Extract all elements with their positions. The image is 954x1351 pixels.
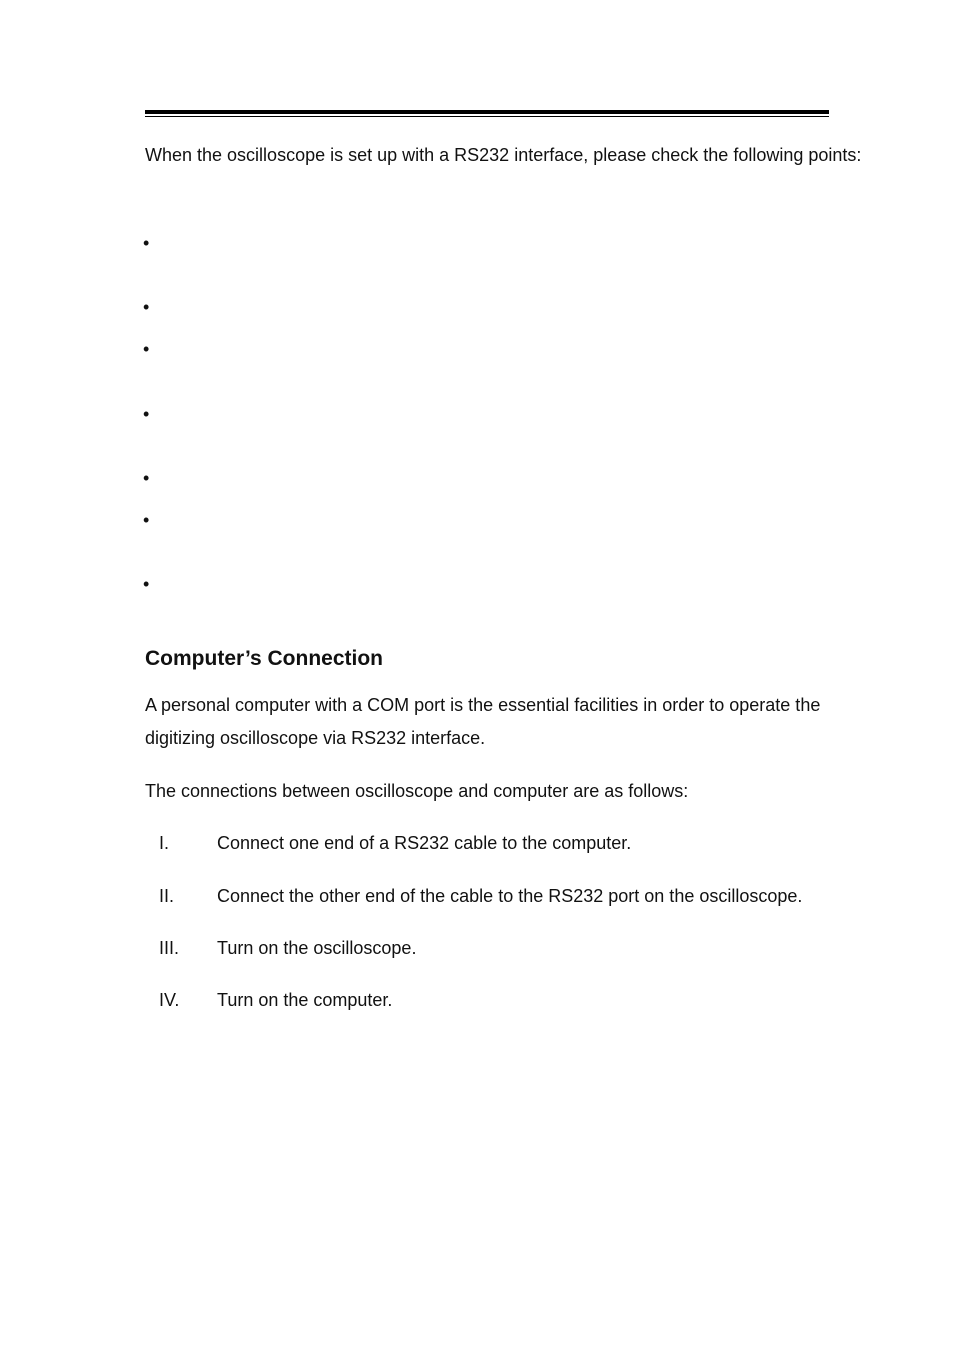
step-text: Turn on the oscilloscope. <box>217 938 417 958</box>
header-rule-thin <box>145 116 829 117</box>
step-number: I. <box>159 833 170 853</box>
step-number: II. <box>159 886 175 906</box>
bullet-marker: • <box>143 510 150 530</box>
step-text: Connect one end of a RS232 cable to the computer. <box>217 833 632 853</box>
bullet-marker: • <box>143 404 150 424</box>
bullet-marker: • <box>143 233 150 253</box>
bullet-marker: • <box>143 297 150 317</box>
section-heading: Computer’s Connection <box>145 647 384 670</box>
step-number: IV. <box>159 990 180 1010</box>
step-number: III. <box>159 938 180 958</box>
bullet-marker: • <box>143 468 150 488</box>
section-paragraph-1: A personal computer with a COM port is the essential facilities in order to operate the digitizing oscilloscope via RS232 interface. <box>145 695 821 748</box>
header-rule-thick <box>145 110 829 114</box>
bullet-marker: • <box>143 574 150 594</box>
step-text: Turn on the computer. <box>217 990 393 1010</box>
bullet-marker: • <box>143 339 150 359</box>
intro-paragraph: When the oscilloscope is set up with a RS232 interface, please check the following points: <box>145 145 862 165</box>
section-paragraph-2: The connections between oscilloscope and computer are as follows: <box>145 781 689 801</box>
step-text: Connect the other end of the cable to the RS232 port on the oscilloscope. <box>217 886 803 906</box>
